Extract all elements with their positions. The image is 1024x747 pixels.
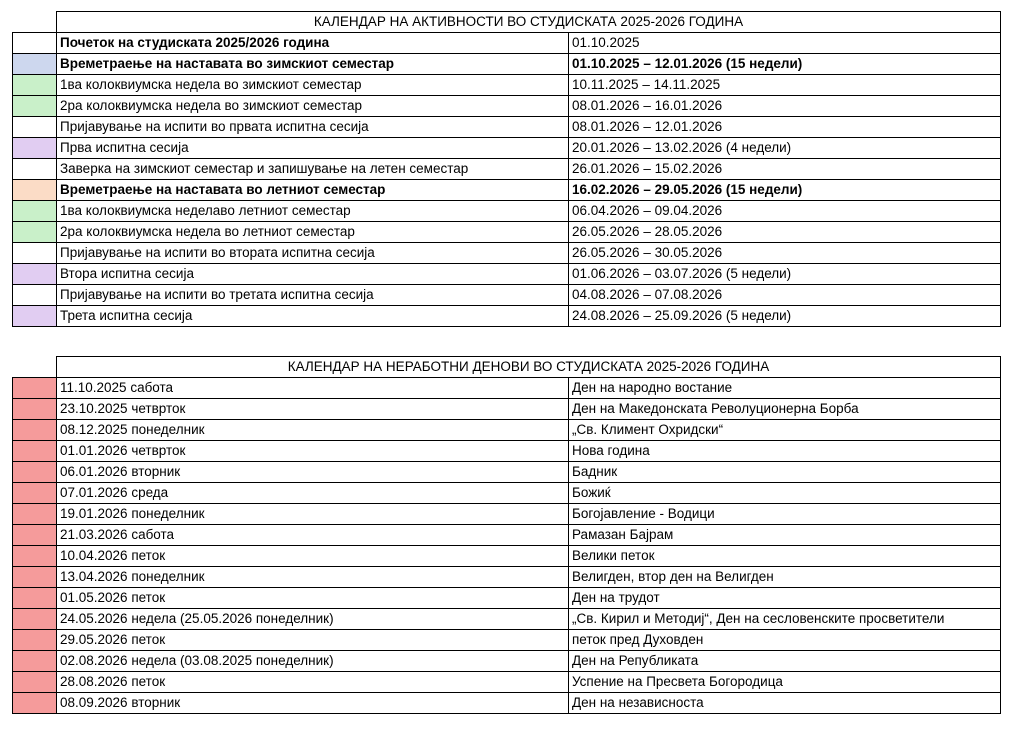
activity-row [13, 201, 1001, 222]
activity-row [13, 75, 1001, 96]
holiday-row [13, 630, 1001, 651]
activity-label: Почеток на студиската 2025/2026 година [57, 33, 569, 54]
color-swatch [13, 96, 57, 117]
activity-date: 01.06.2026 – 03.07.2026 (5 недели) [569, 264, 1001, 285]
holiday-date: 06.01.2026 вторник [57, 462, 569, 483]
activity-label: 2ра колоквиумска недела во зимскиот семестар [57, 96, 569, 117]
holiday-date: 07.01.2026 среда [57, 483, 569, 504]
holiday-row [13, 462, 1001, 483]
holiday-name: Ден на трудот [569, 588, 1001, 609]
color-swatch [13, 504, 57, 525]
holiday-date: 28.08.2026 петок [57, 672, 569, 693]
holiday-row [13, 546, 1001, 567]
holiday-name: Божиќ [569, 483, 1001, 504]
color-swatch [13, 483, 57, 504]
holiday-row [13, 651, 1001, 672]
holiday-name: Успение на Пресвета Богородица [569, 672, 1001, 693]
holiday-name: Ден на народно востание [569, 378, 1001, 399]
holiday-name: Велики петок [569, 546, 1001, 567]
color-swatch [13, 630, 57, 651]
activity-row [13, 243, 1001, 264]
holidays-table [12, 356, 1001, 714]
holiday-row [13, 504, 1001, 525]
color-swatch [13, 420, 57, 441]
activity-row [13, 180, 1001, 201]
holiday-date: 29.05.2026 петок [57, 630, 569, 651]
holiday-row [13, 567, 1001, 588]
activity-label: Пријавување на испити во третата испитна сесија [57, 285, 569, 306]
color-swatch [13, 138, 57, 159]
activity-row [13, 117, 1001, 138]
blank-cell [13, 357, 57, 378]
holiday-row [13, 483, 1001, 504]
holiday-row [13, 441, 1001, 462]
holiday-date: 01.05.2026 петок [57, 588, 569, 609]
holiday-date: 02.08.2026 недела (03.08.2025 понеделник) [57, 651, 569, 672]
holiday-name: Ден на Републиката [569, 651, 1001, 672]
color-swatch [13, 588, 57, 609]
activity-date: 08.01.2026 – 12.01.2026 [569, 117, 1001, 138]
holiday-date: 21.03.2026 сабота [57, 525, 569, 546]
color-swatch [13, 75, 57, 96]
holiday-date: 10.04.2026 петок [57, 546, 569, 567]
activity-date: 04.08.2026 – 07.08.2026 [569, 285, 1001, 306]
activity-row [13, 264, 1001, 285]
color-swatch [13, 33, 57, 54]
activity-date: 01.10.2025 [569, 33, 1001, 54]
activity-date: 08.01.2026 – 16.01.2026 [569, 96, 1001, 117]
activity-label: 1ва колоквиумска неделаво летниот семестар [57, 201, 569, 222]
color-swatch [13, 399, 57, 420]
holiday-name: Велигден, втор ден на Велигден [569, 567, 1001, 588]
activity-row [13, 54, 1001, 75]
color-swatch [13, 693, 57, 714]
holiday-date: 01.01.2026 четврток [57, 441, 569, 462]
color-swatch [13, 117, 57, 138]
color-swatch [13, 525, 57, 546]
color-swatch [13, 285, 57, 306]
activity-label: Трета испитна сесија [57, 306, 569, 327]
holiday-row [13, 420, 1001, 441]
holiday-name: „Св. Климент Охридски“ [569, 420, 1001, 441]
activity-date: 06.04.2026 – 09.04.2026 [569, 201, 1001, 222]
activity-row [13, 96, 1001, 117]
activity-label: Втора испитна сесија [57, 264, 569, 285]
holiday-row [13, 672, 1001, 693]
activities-title: КАЛЕНДАР НА АКТИВНОСТИ ВО СТУДИСКАТА 2025-2026 ГОДИНА [57, 12, 1001, 33]
activity-date: 20.01.2026 – 13.02.2026 (4 недели) [569, 138, 1001, 159]
activity-label: Прва испитна сесија [57, 138, 569, 159]
holiday-date: 13.04.2026 понеделник [57, 567, 569, 588]
activity-row [13, 285, 1001, 306]
activity-date: 26.05.2026 – 28.05.2026 [569, 222, 1001, 243]
holiday-name: Ден на Македонската Револуционерна Борба [569, 399, 1001, 420]
activities-table [12, 11, 1001, 327]
holiday-name: Бадник [569, 462, 1001, 483]
activity-date: 26.01.2026 – 15.02.2026 [569, 159, 1001, 180]
activity-date: 01.10.2025 – 12.01.2026 (15 недели) [569, 54, 1001, 75]
color-swatch [13, 243, 57, 264]
activity-row [13, 138, 1001, 159]
activity-row [13, 159, 1001, 180]
color-swatch [13, 264, 57, 285]
activity-label: Пријавување на испити во втората испитна сесија [57, 243, 569, 264]
holiday-name: петок пред Духовден [569, 630, 1001, 651]
activity-date: 26.05.2026 – 30.05.2026 [569, 243, 1001, 264]
color-swatch [13, 54, 57, 75]
activity-row [13, 306, 1001, 327]
holiday-date: 08.09.2026 вторник [57, 693, 569, 714]
holiday-name: Ден на независноста [569, 693, 1001, 714]
holiday-date: 23.10.2025 четврток [57, 399, 569, 420]
activity-label: Пријавување на испити во првата испитна сесија [57, 117, 569, 138]
holiday-date: 24.05.2026 недела (25.05.2026 понеделник) [57, 609, 569, 630]
color-swatch [13, 651, 57, 672]
activity-label: 1ва колоквиумска недела во зимскиот семестар [57, 75, 569, 96]
color-swatch [13, 201, 57, 222]
color-swatch [13, 222, 57, 243]
activity-date: 16.02.2026 – 29.05.2026 (15 недели) [569, 180, 1001, 201]
color-swatch [13, 159, 57, 180]
activity-date: 10.11.2025 – 14.11.2025 [569, 75, 1001, 96]
activity-label: Времетраење на наставата во зимскиот семестар [57, 54, 569, 75]
activity-row [13, 222, 1001, 243]
color-swatch [13, 378, 57, 399]
holiday-row [13, 588, 1001, 609]
holiday-row [13, 525, 1001, 546]
color-swatch [13, 306, 57, 327]
holiday-name: „Св. Кирил и Методиј“, Ден на сесловенските просветители [569, 609, 1001, 630]
color-swatch [13, 672, 57, 693]
activity-label: 2ра колоквиумска недела во летниот семестар [57, 222, 569, 243]
holiday-name: Рамазан Бајрам [569, 525, 1001, 546]
activity-label: Заверка на зимскиот семестар и запишување на летен семестар [57, 159, 569, 180]
color-swatch [13, 546, 57, 567]
holiday-row [13, 609, 1001, 630]
color-swatch [13, 441, 57, 462]
activity-date: 24.08.2026 – 25.09.2026 (5 недели) [569, 306, 1001, 327]
holiday-name: Богојавление - Водици [569, 504, 1001, 525]
holiday-date: 19.01.2026 понеделник [57, 504, 569, 525]
holidays-title: КАЛЕНДАР НА НЕРАБОТНИ ДЕНОВИ ВО СТУДИСКАТА 2025-2026 ГОДИНА [57, 357, 1001, 378]
holiday-row [13, 378, 1001, 399]
color-swatch [13, 609, 57, 630]
holiday-row [13, 693, 1001, 714]
blank-cell [13, 12, 57, 33]
color-swatch [13, 462, 57, 483]
holiday-date: 08.12.2025 понеделник [57, 420, 569, 441]
holiday-row [13, 399, 1001, 420]
activity-row [13, 33, 1001, 54]
color-swatch [13, 567, 57, 588]
activity-label: Времетраење на наставата во летниот семестар [57, 180, 569, 201]
color-swatch [13, 180, 57, 201]
holiday-name: Нова година [569, 441, 1001, 462]
holiday-date: 11.10.2025 сабота [57, 378, 569, 399]
